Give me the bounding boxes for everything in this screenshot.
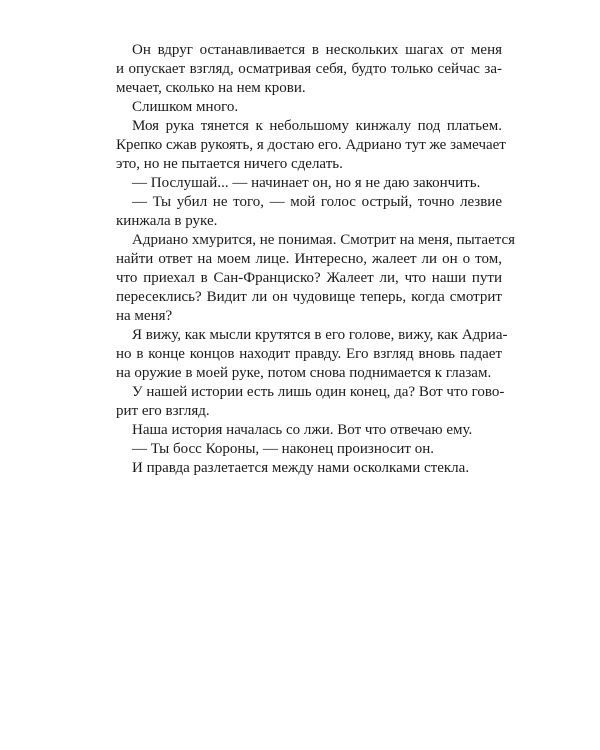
text-line: — Ты босс Короны, — наконец произносит он. [132, 441, 434, 457]
text-line: на меня? [116, 308, 173, 324]
text-line: Крепко сжав рукоять, я достаю его. Адриано тут же замечает [116, 137, 506, 153]
text-line: Он вдруг останавливается в нескольких шагах от меня [132, 42, 502, 58]
text-line: и опускает взгляд, осматривая себя, будто только сейчас за- [116, 61, 502, 77]
text-line: — Ты убил не того, — мой голос острый, точно лезвие [132, 194, 502, 210]
body-text [116, 41, 516, 478]
text-line: на оружие в моей руке, потом снова поднимается к глазам. [116, 365, 492, 381]
text-line: найти ответ на моем лице. Интересно, жалеет ли он о том, [116, 251, 502, 267]
text-line: мечает, сколько на нем крови. [116, 80, 306, 96]
text-line: И правда разлетается между нами осколками стекла. [132, 460, 470, 476]
text-line: это, но не пытается ничего сделать. [116, 156, 343, 172]
text-line: Я вижу, как мысли крутятся в его голове, вижу, как Адриа- [132, 327, 508, 343]
text-line: но в конце концов находит правду. Его взгляд вновь падает [116, 346, 502, 362]
text-line: рит его взгляд. [116, 403, 210, 419]
text-line: пересеклись? Видит ли он чудовище теперь, когда смотрит [116, 289, 502, 305]
text-line: что приехал в Сан-Франциско? Жалеет ли, что наши пути [116, 270, 502, 286]
text-line: У нашей истории есть лишь один конец, да? Вот что гово- [132, 384, 505, 400]
text-line: — Послушай... — начинает он, но я не даю закончить. [132, 175, 481, 191]
text-line: кинжала в руке. [116, 213, 218, 229]
text-line: Наша история началась со лжи. Вот что отвечаю ему. [132, 422, 473, 438]
text-line: Адриано хмурится, не понимая. Смотрит на меня, пытается [132, 232, 516, 248]
text-line: Моя рука тянется к небольшому кинжалу под платьем. [132, 118, 502, 134]
text-line: Слишком много. [132, 99, 239, 115]
